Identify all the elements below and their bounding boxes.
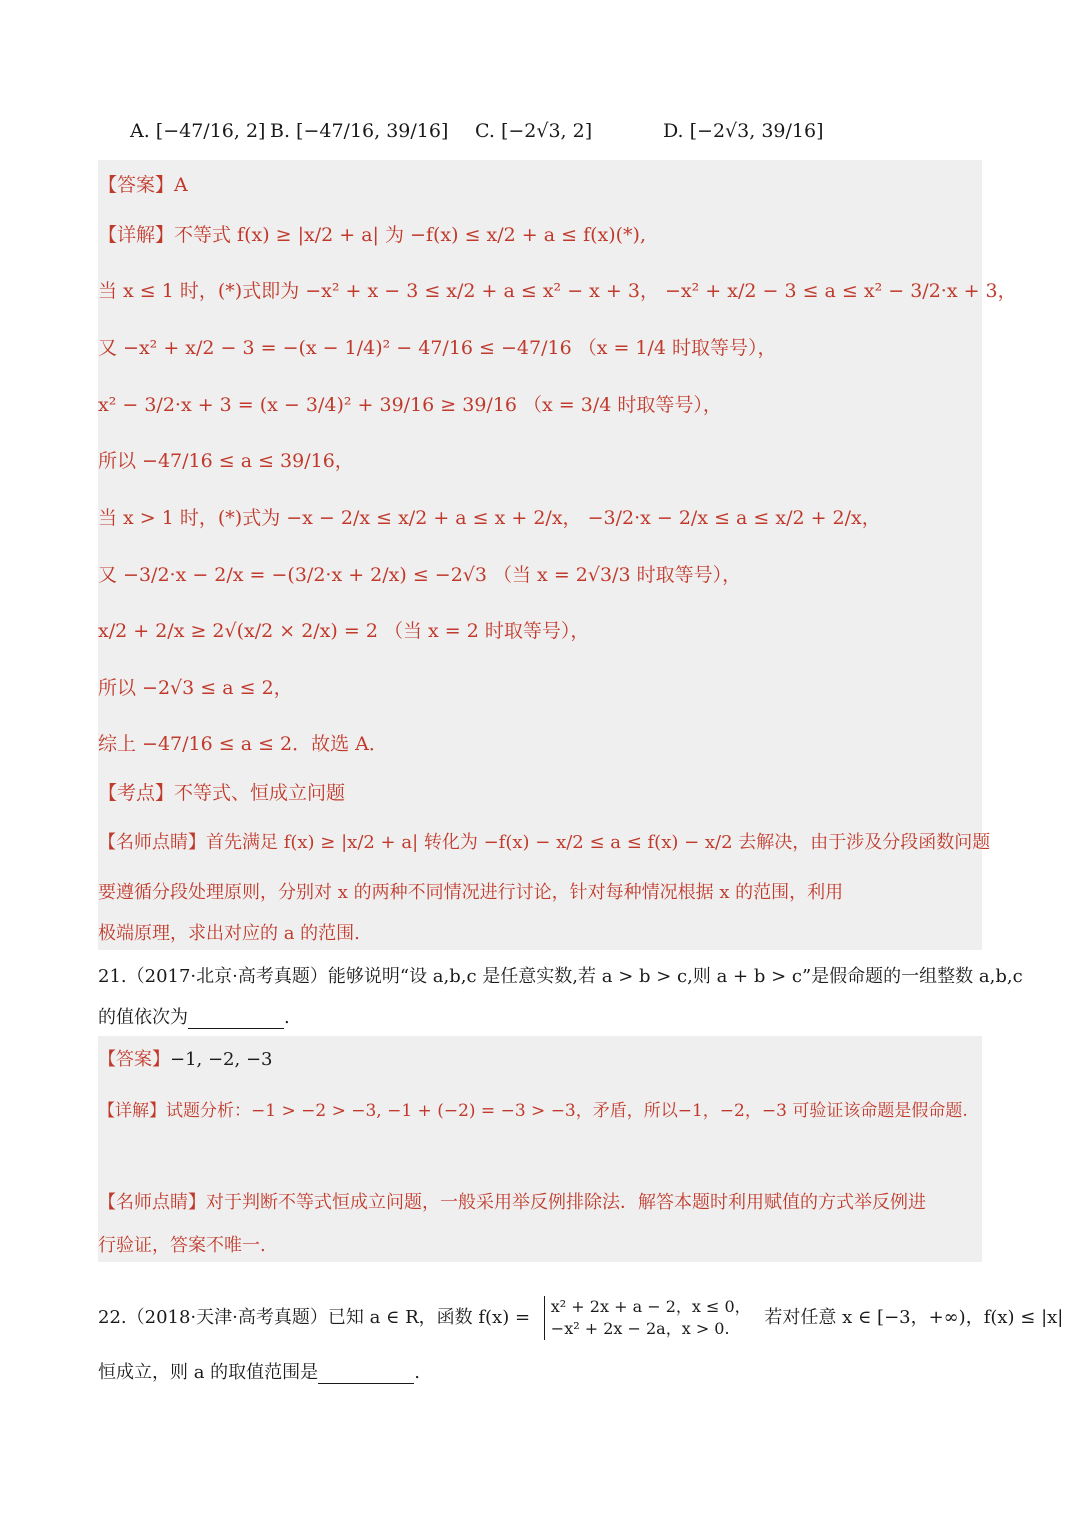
- detail-line: [98, 1096, 968, 1121]
- tip-line-3: 极端原理，求出对应的 a 的范围.: [98, 923, 360, 944]
- answer-line: [98, 1045, 273, 1071]
- answer-block-2: [98, 1036, 982, 1262]
- option-a: A. [−47/16, 2]: [130, 120, 266, 142]
- detail-line-3: 又 −x² + x/2 − 3 = −(x − 1/4)² − 47/16 ≤ −47/16 （x = 1/4 时取等号），: [98, 337, 777, 359]
- tip-tag: 【名师点睛】: [98, 1192, 206, 1213]
- detail-line-8: x/2 + 2/x ≥ 2√(x/2 × 2/x) = 2 （当 x = 2 时取等号），: [98, 620, 590, 642]
- answer-blank[interactable]: [188, 1010, 284, 1029]
- detail-text: 试题分析：−1 > −2 > −3, −1 + (−2) = −3 > −3，矛盾，所以−1，−2，−3 可验证该命题是假命题.: [166, 1101, 968, 1121]
- tip-text-1: 首先满足 f(x) ≥ |x/2 + a| 转化为 −f(x) − x/2 ≤ a ≤ f(x) − x/2 去解决，由于涉及分段函数问题: [206, 832, 991, 853]
- tip-text-1: 对于判断不等式恒成立问题，一般采用举反例排除法．解答本题时利用赋值的方式举反例进: [206, 1192, 926, 1213]
- answer-tag: 【答案】: [98, 1049, 170, 1070]
- tip-line-1: [98, 828, 990, 854]
- question-22-line-2: 恒成立，则 a 的取值范围是 .: [98, 1362, 420, 1383]
- question-22-line-1: [98, 1296, 1063, 1340]
- detail-line-5: 所以 −47/16 ≤ a ≤ 39/16，: [98, 450, 354, 472]
- tip-line-2: 行验证，答案不唯一.: [98, 1235, 266, 1256]
- detail-line-6: 当 x > 1 时，(*)式为 −x − 2/x ≤ x/2 + a ≤ x + 2/x， −3/2·x − 2/x ≤ a ≤ x/2 + 2/x，: [98, 507, 881, 529]
- answer-line: [98, 170, 188, 197]
- detail-line-1: [98, 220, 646, 247]
- option-row: [130, 108, 890, 158]
- detail-line-2: 当 x ≤ 1 时，(*)式即为 −x² + x − 3 ≤ x/2 + a ≤ x² − x + 3， −x² + x/2 − 3 ≤ a ≤ x² − 3/2·x + 3，: [98, 280, 1017, 302]
- tip-line-1: [98, 1188, 926, 1214]
- detail-line-9: 所以 −2√3 ≤ a ≤ 2，: [98, 677, 293, 699]
- tip-tag: 【名师点睛】: [98, 832, 206, 853]
- point-tag: 【考点】: [98, 782, 175, 804]
- piecewise-function: [544, 1296, 751, 1340]
- question-21-text: 的值依次为: [98, 1007, 188, 1028]
- answer-blank[interactable]: [318, 1365, 414, 1384]
- answer-tag: 【答案】: [98, 174, 175, 196]
- option-d: D. [−2√3, 39/16]: [663, 120, 824, 142]
- question-21-line-1: 21.（2017·北京·高考真题）能够说明“设 a,b,c 是任意实数,若 a > b > c,则 a + b > c”是假命题的一组整数 a,b,c: [98, 966, 1023, 987]
- option-c: C. [−2√3, 2]: [475, 120, 593, 142]
- detail-tag: 【详解】: [98, 1101, 166, 1121]
- point-line: [98, 778, 345, 805]
- detail-line-7: 又 −3/2·x − 2/x = −(3/2·x + 2/x) ≤ −2√3 （当 x = 2√3/3 时取等号），: [98, 564, 742, 586]
- question-22-prefix: 22.（2018·天津·高考真题）已知 a ∈ R，函数 f(x) =: [98, 1307, 531, 1328]
- tip-line-2: 要遵循分段处理原则，分别对 x 的两种不同情况进行讨论，针对每种情况根据 x 的范围，利用: [98, 882, 844, 903]
- detail-line-4: x² − 3/2·x + 3 = (x − 3/4)² + 39/16 ≥ 39/16 （x = 3/4 时取等号），: [98, 394, 722, 416]
- detail-text: 不等式 f(x) ≥ |x/2 + a| 为 −f(x) ≤ x/2 + a ≤ f(x)(*),: [174, 224, 647, 246]
- question-22-suffix: 若对任意 x ∈ [−3，+∞)，f(x) ≤ |x|: [764, 1307, 1064, 1328]
- answer-value: A: [174, 174, 188, 196]
- question-22-text: 恒成立，则 a 的取值范围是: [98, 1362, 319, 1383]
- option-b: B. [−47/16, 39/16]: [270, 120, 449, 142]
- question-21-line-2: 的值依次为 .: [98, 1007, 290, 1028]
- detail-line-10: 综上 −47/16 ≤ a ≤ 2．故选 A．: [98, 733, 388, 755]
- piecewise-case-2: −x² + 2x − 2a，x > 0.: [550, 1319, 730, 1338]
- answer-block-1: [98, 160, 1017, 950]
- detail-tag: 【详解】: [98, 224, 175, 246]
- answer-value: −1, −2, −3: [170, 1049, 273, 1070]
- piecewise-case-1: x² + 2x + a − 2，x ≤ 0，: [550, 1297, 751, 1316]
- point-text: 不等式、恒成立问题: [174, 782, 346, 804]
